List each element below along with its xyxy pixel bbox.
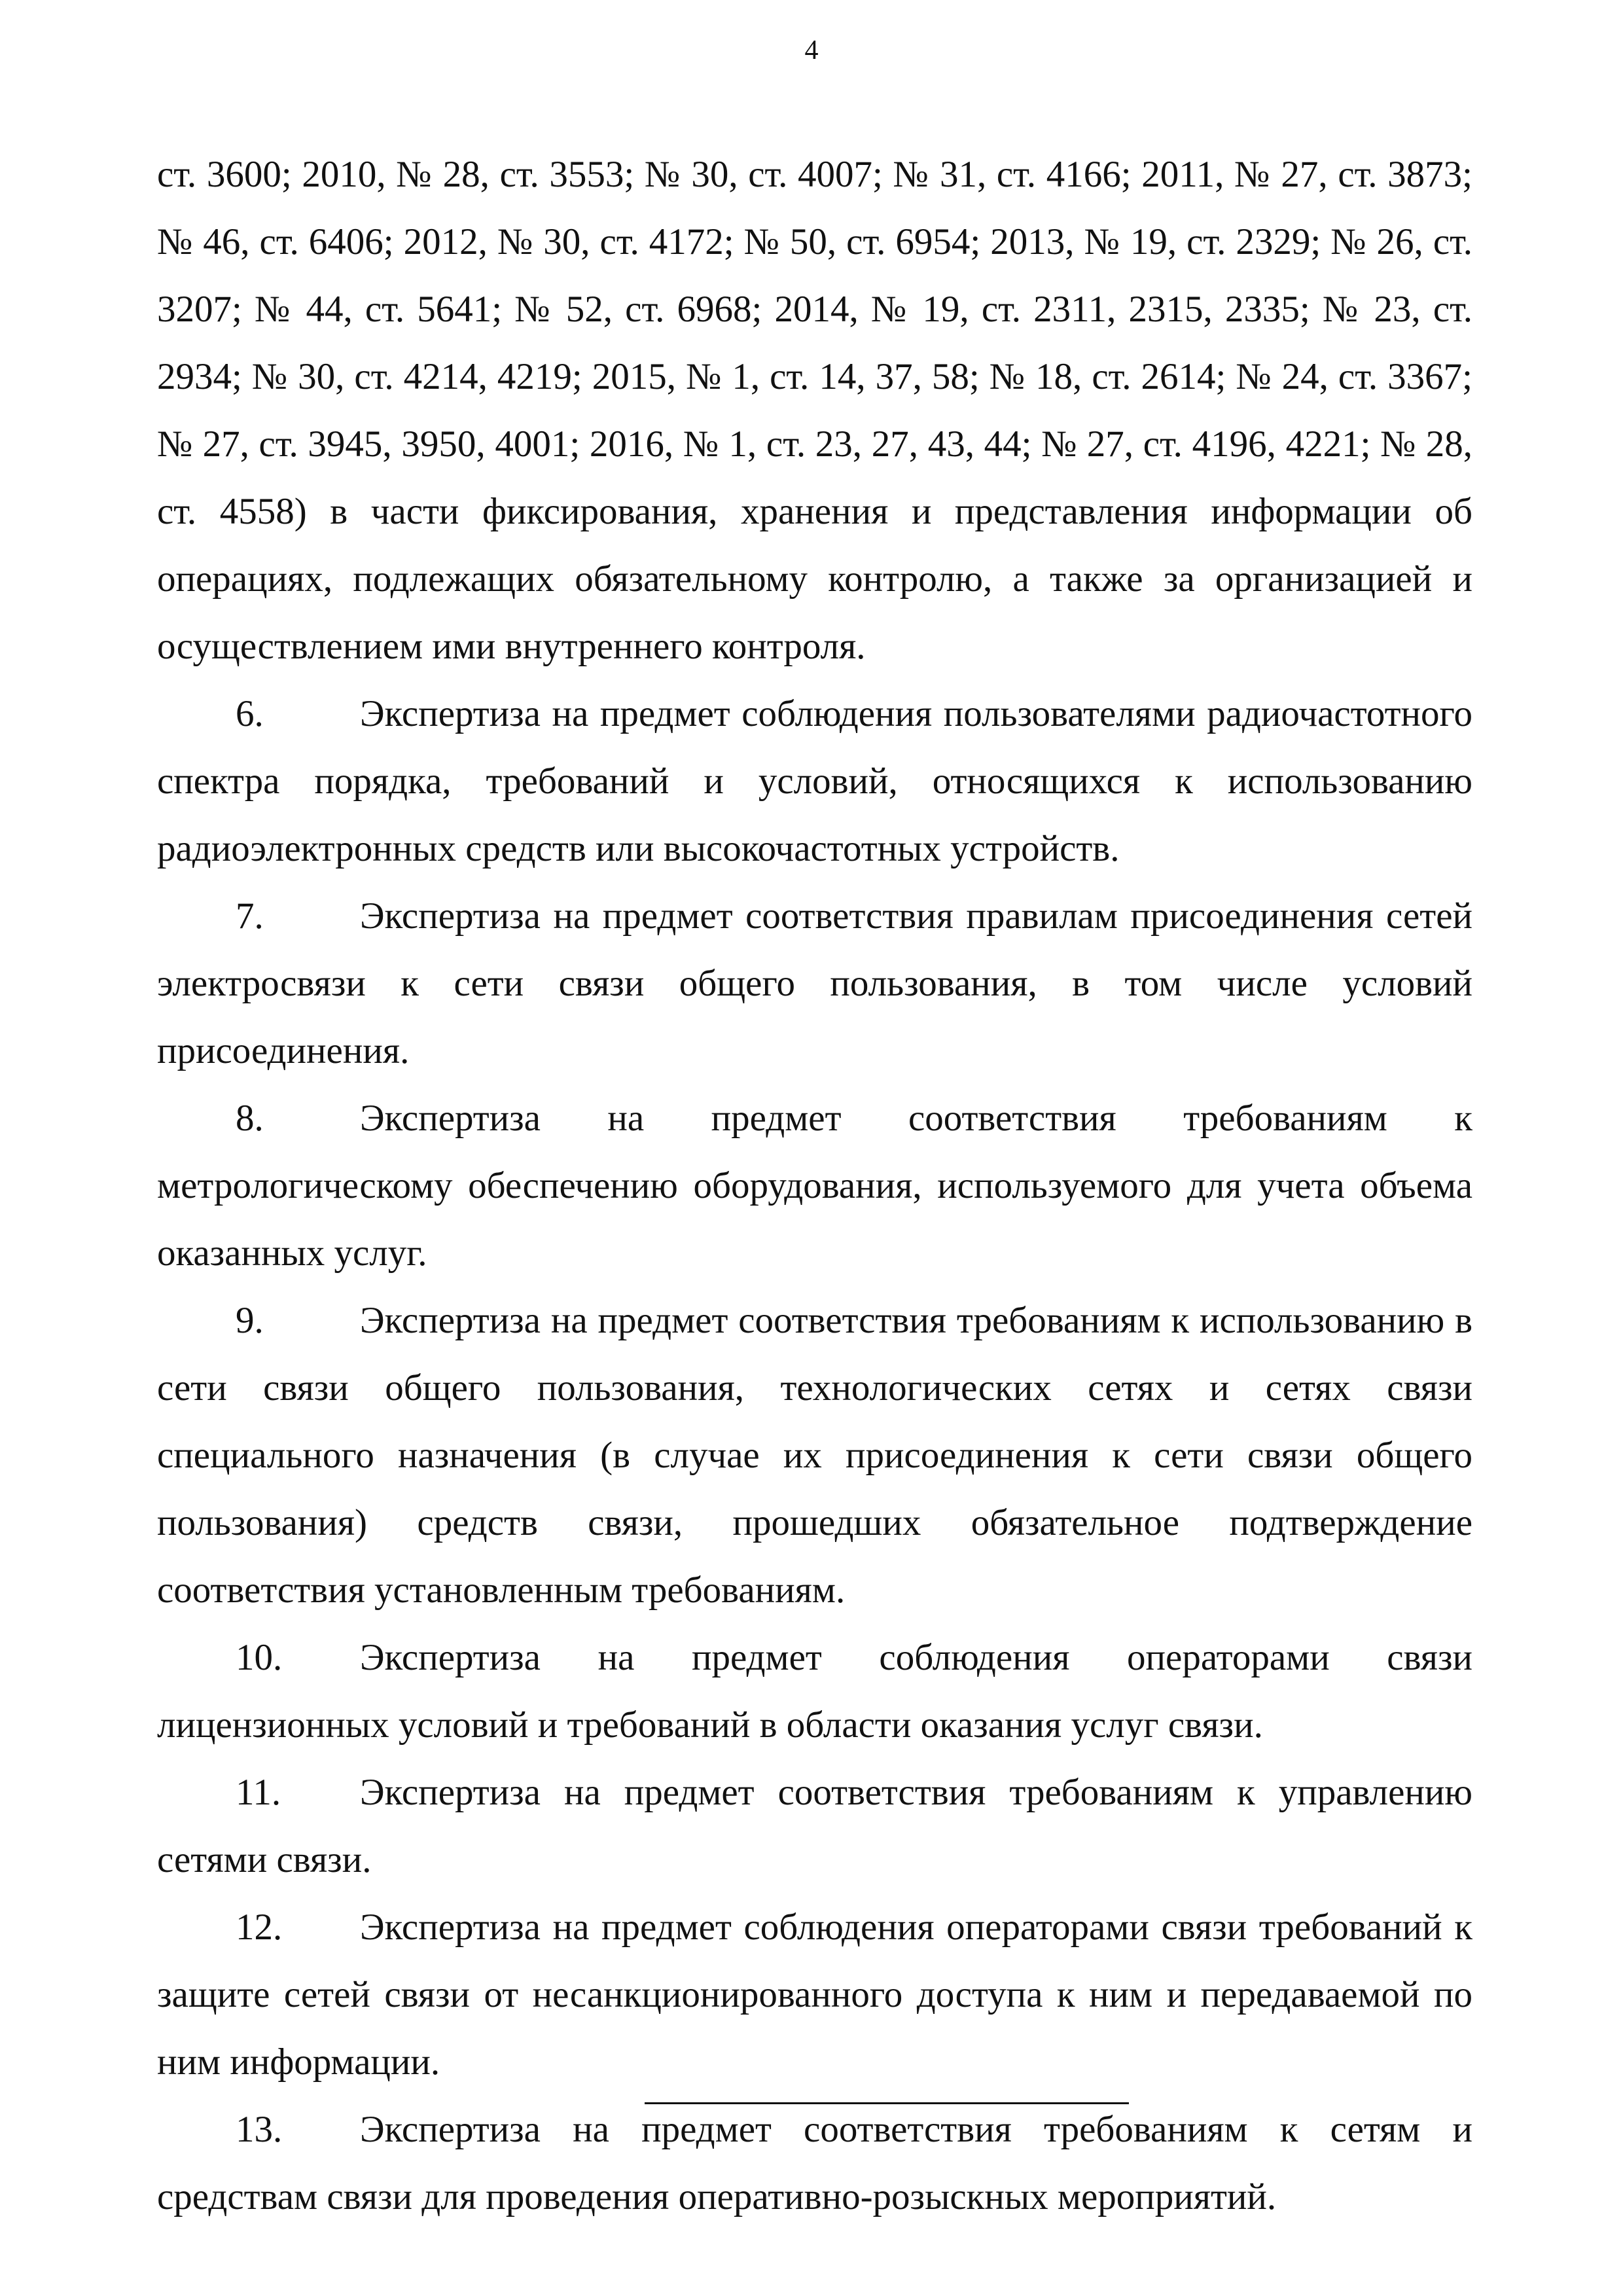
item-number: 7. (236, 895, 264, 937)
item-number: 6. (236, 693, 264, 734)
item-text: Экспертиза на предмет соблюдения операторами связи лицензионных условий и требований в области оказания услуг связи. (157, 1637, 1472, 1746)
item-number: 9. (236, 1300, 264, 1341)
end-separator-line (645, 2102, 1129, 2104)
list-item-7 (157, 882, 1472, 1085)
page-number: 4 (804, 35, 819, 65)
list-item-6 (157, 680, 1472, 882)
list-item-10 (157, 1624, 1472, 1759)
item-number: 12. (236, 1907, 283, 1948)
item-text: Экспертиза на предмет соответствия требованиям к управлению сетями связи. (157, 1772, 1472, 1880)
item-number: 8. (236, 1098, 264, 1139)
list-item-13 (157, 2096, 1472, 2231)
item-text: Экспертиза на предмет соответствия требованиям к метрологическому обеспечению оборудования, используемого для учета объема оказанных услуг. (157, 1098, 1472, 1274)
item-text: Экспертиза на предмет соответствия требованиям к сетям и средствам связи для проведения оперативно-розыскных мероприятий. (157, 2109, 1472, 2217)
item-number: 11. (236, 1772, 281, 1813)
item-text: Экспертиза на предмет соответствия требованиям к использованию в сети связи общего пользования, технологических сетях и сетях связи специального назначения (в случае их присоединения к сети связи общего пользования) средств связи, прошедших обязательное подтверждение соответствия установленным требованиям. (157, 1300, 1472, 1611)
item-text: Экспертиза на предмет соответствия правилам присоединения сетей электросвязи к сети связи общего пользования, в том числе условий присоединения. (157, 895, 1472, 1071)
item-text: Экспертиза на предмет соблюдения пользователями радиочастотного спектра порядка, требований и условий, относящихся к использованию радиоэлектронных средств или высокочастотных устройств. (157, 693, 1472, 869)
list-item-8 (157, 1085, 1472, 1287)
list-item-9 (157, 1287, 1472, 1624)
list-item-11 (157, 1759, 1472, 1893)
item-text: Экспертиза на предмет соблюдения операторами связи требований к защите сетей связи от несанкционированного доступа к ним и передаваемой по ним информации. (157, 1907, 1472, 2083)
list-item-12 (157, 1893, 1472, 2096)
document-body (157, 141, 1472, 2231)
item-number: 13. (236, 2109, 283, 2150)
item-number: 10. (236, 1637, 283, 1678)
intro-paragraph: ст. 3600; 2010, № 28, ст. 3553; № 30, ст. 4007; № 31, ст. 4166; 2011, № 27, ст. 3873; № 46, ст. 6406; 2012, № 30, ст. 4172; № 50, ст. 6954; 2013, № 19, ст. 2329; № 26, ст. 3207; № 44, ст. 5641; № 52, ст. 6968; 2014, № 19, ст. 2311, 2315, 2335; № 23, ст. 2934; № 30, ст. 4214, 4219; 2015, № 1, ст. 14, 37, 58; № 18, ст. 2614; № 24, ст. 3367; № 27, ст. 3945, 3950, 4001; 2016, № 1, ст. 23, 27, 43, 44; № 27, ст. 4196, 4221; № 28, ст. 4558) в части фиксирования, хранения и представления информации об операциях, подлежащих обязательному контролю, а также за организацией и осуществлением ими внутреннего контроля. (157, 154, 1472, 667)
